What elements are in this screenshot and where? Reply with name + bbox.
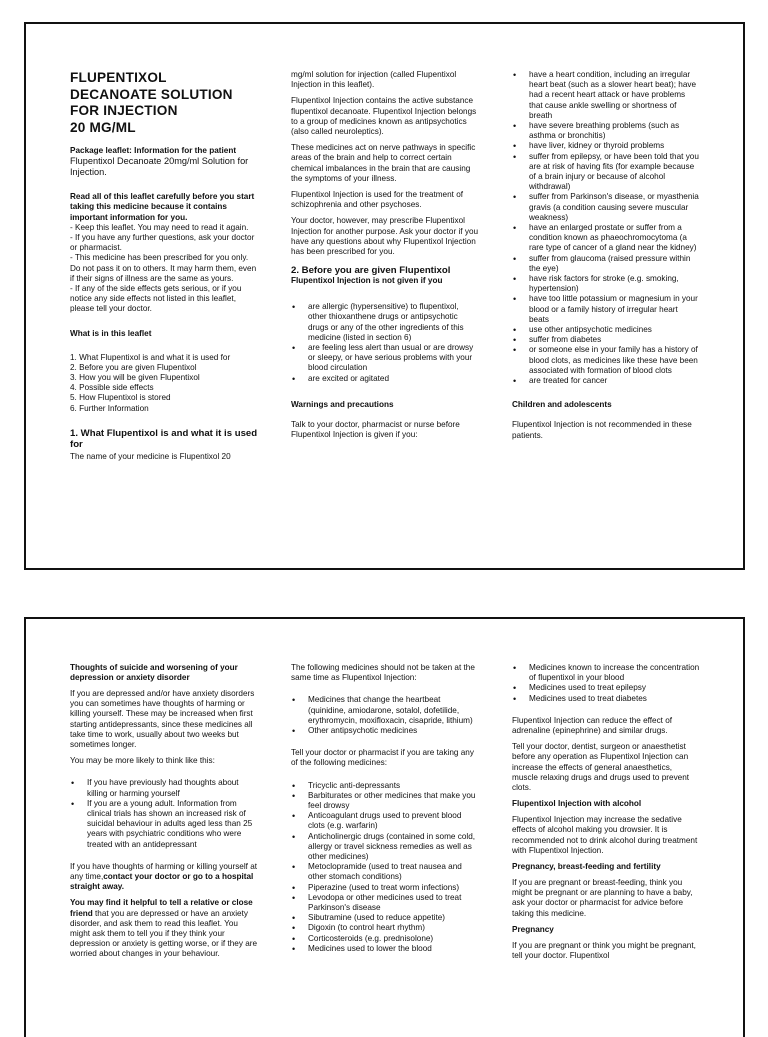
list-item: • Anticoagulant drugs used to prevent blood clots (e.g. warfarin) — [308, 811, 479, 831]
title-line: 20 MG/ML — [70, 119, 136, 135]
alcohol-text: Flupentixol Injection may increase the sedative effects of alcohol making you drowsier. It is recommended not to drink alcohol during treatment with Flupentixol Injection. — [512, 815, 698, 855]
paragraph: Flupentixol Injection can reduce the effect of adrenaline (epinephrine) and similar drugs. — [512, 715, 673, 736]
paragraph: These medicines act on nerve pathways in specific areas of the brain and help to correct certain chemical imbalances in the brain that are causing the symptoms of your illness. — [291, 143, 476, 183]
document-title — [70, 70, 258, 136]
list-item: • Corticosteroids (e.g. prednisolone) — [308, 934, 479, 944]
list-item: • or someone else in your family has a history of blood clots, as medicines like these have been associated with formation of blood clots — [529, 345, 700, 376]
paragraph: You may be more likely to think like this: — [70, 756, 215, 766]
seek-help-bold: contact your doctor or go to a hospital straight away. — [70, 872, 254, 892]
tell-relative-paragraph — [70, 898, 258, 959]
read-item: - If you have any further questions, ask your doctor or pharmacist. — [70, 233, 255, 253]
paragraph: Tell your doctor or pharmacist if you are taking any of the following medicines: — [291, 748, 474, 768]
list-item: • are allergic (hypersensitive) to flupentixol, other thioxanthene drugs or antipsychotic drugs or any of the other ingredients of this medicine (listed in section 6) — [308, 302, 479, 343]
list-item: • have an enlarged prostate or suffer from a condition known as phaeochromocytoma (a rare type of cancer of a gland near the kidney) — [529, 223, 700, 254]
tell-relative-text: that you are depressed or have an anxiety disorder, and ask them to read this leaflet. You might ask them to tell you if they think your depression or anxiety is getting worse, or if they are worried about changes in your behaviour. — [70, 908, 258, 959]
list-item: • have risk factors for stroke (e.g. smoking, hypertension) — [529, 274, 700, 294]
contents-item: 1. What Flupentixol is and what it is used for — [70, 352, 231, 362]
paragraph: Your doctor, however, may prescribe Flupentixol Injection for another purpose. Ask your doctor if you have any questions about why Flupentixol Injection has been prescribed for you. — [291, 216, 479, 257]
title-line: FOR INJECTION — [70, 103, 178, 118]
more-medicines-list — [512, 663, 700, 704]
list-item: • are treated for cancer — [529, 376, 700, 386]
section-1-heading: 1. What Flupentixol is and what it is used for — [70, 427, 258, 450]
page1-column-1 — [70, 70, 258, 468]
list-item: • Metoclopramide (used to treat nausea and other stomach conditions) — [308, 862, 479, 882]
list-item: • Piperazine (used to treat worm infections) — [308, 883, 479, 893]
title-line: FLUPENTIXOL — [70, 70, 167, 85]
page2-column-1 — [70, 663, 258, 966]
contents-item: 3. How you will be given Flupentixol — [70, 373, 200, 383]
title-line: DECANOATE SOLUTION — [70, 86, 233, 102]
seek-help-text: If you have thoughts of harming or killing yourself at any time, — [70, 861, 258, 882]
list-item: • have liver, kidney or thyroid problems — [529, 141, 700, 151]
list-item: • Levodopa or other medicines used to treat Parkinson's disease — [308, 893, 479, 913]
table-of-contents — [70, 353, 258, 414]
paragraph: Tell your doctor, dentist, surgeon or anaesthetist before any operation as Flupentixol Injection can increase the effects of general anaesthetics, muscle relaxing drugs and drugs used to prevent clots. — [512, 742, 690, 793]
paragraph: mg/ml solution for injection (called Flupentixol Injection in this leaflet). — [291, 70, 457, 90]
read-leaflet-block — [70, 192, 258, 314]
list-item: • Medicines known to increase the concentration of flupentixol in your blood — [529, 663, 700, 683]
contents-item: 2. Before you are given Flupentixol — [70, 362, 197, 372]
list-item: • Medicines that change the heartbeat (quinidine, amiodarone, sotalol, dofetilide, erythromycin, moxifloxacin, cisapride, lithium) — [308, 695, 479, 726]
list-item: • Anticholinergic drugs (contained in some cold, allergy or travel sickness remedies as well as other medicines) — [308, 832, 479, 863]
pregnancy-fertility-heading: Pregnancy, breast-feeding and fertility — [512, 862, 661, 872]
package-leaflet-heading: Package leaflet: Information for the patient — [70, 146, 237, 155]
pregnancy-fertility-text: If you are pregnant or breast-feeding, think you might be pregnant or are planning to have a baby, ask your doctor or pharmacist for advice before taking this medicine. — [512, 878, 693, 918]
list-item: • suffer from diabetes — [529, 335, 700, 345]
list-item: • suffer from glaucoma (raised pressure within the eye) — [529, 254, 700, 274]
list-item: • have too little potassium or magnesium in your blood or a family history of irregular heart beats — [529, 294, 700, 325]
not-given-list — [291, 302, 479, 384]
contents-item: 6. Further Information — [70, 403, 149, 413]
contents-item: 4. Possible side effects — [70, 383, 154, 393]
interacting-medicines-list — [291, 781, 479, 954]
list-item: • Tricyclic anti-depressants — [308, 781, 479, 791]
list-item: • use other antipsychotic medicines — [529, 325, 700, 335]
list-item: • are feeling less alert than usual or are drowsy or sleepy, or have serious problems with your blood circulation — [308, 343, 479, 374]
list-item: • If you have previously had thoughts about killing or harming yourself — [87, 778, 258, 798]
package-leaflet-text: Flupentixol Decanoate 20mg/ml Solution for Injection. — [70, 156, 249, 178]
section-2-heading: 2. Before you are given Flupentixol — [291, 265, 451, 277]
list-item: • Sibutramine (used to reduce appetite) — [308, 913, 479, 923]
contents-heading: What is in this leaflet — [70, 328, 152, 338]
paragraph: If you are depressed and/or have anxiety disorders you can sometimes have thoughts of harming or killing yourself. These may be increased when first starting antidepressants, since these medicines all take time to work, usually about two weeks but sometimes longer. — [70, 689, 255, 750]
read-item: - If any of the side effects gets serious, or if you notice any side effects not listed in this leaflet, please tell your doctor. — [70, 284, 242, 314]
read-item: - Keep this leaflet. You may need to read it again. — [70, 222, 249, 232]
page2-column-2 — [291, 663, 479, 960]
conditions-list — [512, 70, 700, 386]
not-given-heading: Flupentixol Injection is not given if you — [291, 276, 443, 286]
page1-column-2 — [291, 70, 479, 446]
contents-item: 5. How Flupentixol is stored — [70, 393, 171, 403]
pregnancy-text: If you are pregnant or think you might be pregnant, tell your doctor. Flupentixol — [512, 940, 696, 961]
alcohol-heading: Flupentixol Injection with alcohol — [512, 799, 642, 809]
tell-relative-bold: You may find it helpful to tell a relative or close friend — [70, 898, 253, 918]
paragraph: Flupentixol Injection contains the active substance flupentixol decanoate. Flupentixol Injection belongs to a group of medicines known as antipsychotics (also called neuroleptics). — [291, 96, 477, 137]
list-item: • are excited or agitated — [308, 374, 479, 384]
leaflet-page-2 — [24, 617, 745, 1037]
pregnancy-heading: Pregnancy — [512, 924, 554, 934]
list-item: • suffer from epilepsy, or have been told that you are at risk of having fits (for example because of a brain injury or because of alcohol withdrawal) — [529, 152, 700, 193]
read-leaflet-heading: Read all of this leaflet carefully before you start taking this medicine because it contains important information for you. — [70, 192, 255, 222]
list-item: • If you are a young adult. Information from clinical trials has shown an increased risk of suicidal behaviour in adults aged less than 25 years with psychiatric conditions who were treated with an antidepressant — [87, 799, 258, 850]
list-item: • have a heart condition, including an irregular heart beat (such as a slower heart beat); have had a recent heart attack or have problems that cause ankle swelling or shortness of breath — [529, 70, 700, 121]
list-item: • Digoxin (to control heart rhythm) — [308, 923, 479, 933]
not-same-time-list — [291, 695, 479, 736]
seek-help-paragraph — [70, 862, 258, 893]
package-leaflet-block — [70, 146, 258, 178]
page2-column-3 — [512, 663, 700, 967]
list-item: • Barbiturates or other medicines that make you feel drowsy — [308, 791, 479, 811]
section-1-text: The name of your medicine is Flupentixol 20 — [70, 451, 231, 461]
list-item: • Medicines used to treat epilepsy — [529, 683, 700, 693]
list-item: • suffer from Parkinson's disease, or myasthenia gravis (a condition causing severe muscular weakness) — [529, 192, 700, 223]
warnings-text: Talk to your doctor, pharmacist or nurse before Flupentixol Injection is given if you: — [291, 419, 460, 440]
children-heading: Children and adolescents — [512, 400, 612, 410]
warnings-heading: Warnings and precautions — [291, 399, 394, 409]
list-item: • Medicines used to treat diabetes — [529, 694, 700, 704]
read-item: - This medicine has been prescribed for you only. Do not pass it on to others. It may harm them, even if their signs of illness are the same as yours. — [70, 253, 257, 283]
list-item: • Other antipsychotic medicines — [308, 726, 479, 736]
list-item: • have severe breathing problems (such as asthma or bronchitis) — [529, 121, 700, 141]
leaflet-page-1 — [24, 22, 745, 570]
risk-list — [70, 778, 258, 849]
paragraph: The following medicines should not be taken at the same time as Flupentixol Injection: — [291, 663, 475, 683]
children-text: Flupentixol Injection is not recommended in these patients. — [512, 420, 692, 440]
suicide-heading: Thoughts of suicide and worsening of your depression or anxiety disorder — [70, 663, 238, 682]
list-item: • Medicines used to lower the blood — [308, 944, 479, 954]
page1-column-3 — [512, 70, 700, 447]
paragraph: Flupentixol Injection is used for the treatment of schizophrenia and other psychoses. — [291, 190, 464, 210]
